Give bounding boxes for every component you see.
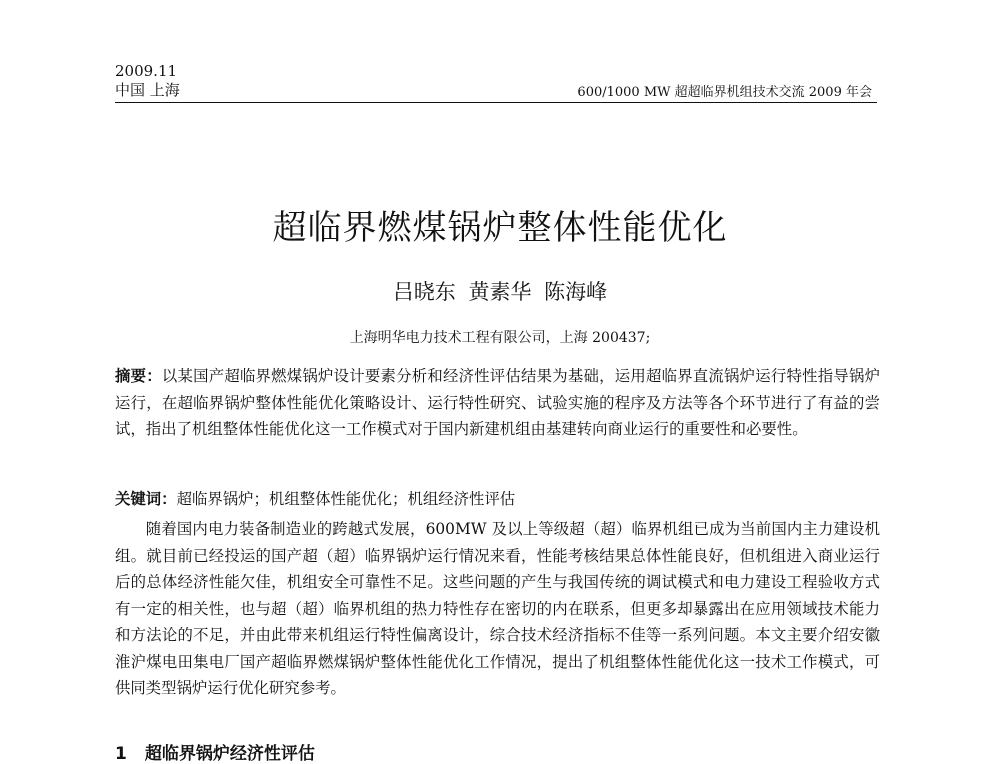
abstract-label: 摘要：	[115, 367, 162, 385]
paper-affiliation: 上海明华电力技术工程有限公司，上海 200437;	[349, 330, 651, 346]
header-left	[115, 62, 180, 100]
body-paragraph: 随着国内电力装备制造业的跨越式发展，600MW 及以上等级超（超）临界机组已成为当前国内主力建设机组。就目前已经投运的国产超（超）临界锅炉运行情况来看，性能考核结果总体性能良好，但机组进入商业运行后的总体经济性能欠佳，机组安全可靠性不足。这些问题的产生与我国传统的调试模式和电力建设工程验收方式有一定的相关性，也与超（超）临界机组的热力特性存在密切的内在联系，但更多却暴露出在应用领域技术能力和方法论的不足，并由此带来机组运行特性偏离设计，综合技术经济指标不佳等一系列问题。本文主要介绍安徽淮沪煤电田集电厂国产超临界燃煤锅炉整体性能优化工作情况，提出了机组整体性能优化这一技术工作模式，可供同类型锅炉运行优化研究参考。	[115, 520, 880, 697]
header-conference: 600/1000 MW 超超临界机组技术交流 2009 年会	[577, 85, 872, 100]
abstract-text: 以某国产超临界燃煤锅炉设计要素分析和经济性评估结果为基础，运用超临界直流锅炉运行特性指导锅炉运行，在超临界锅炉整体性能优化策略设计、运行特性研究、试验实施的程序及方法等各个环节进行了有益的尝试，指出了机组整体性能优化这一工作模式对于国内新建机组由基建转向商业运行的重要性和必要性。	[115, 367, 880, 438]
keywords-label: 关键词：	[115, 490, 177, 508]
paper-title: 超临界燃煤锅炉整体性能优化	[272, 208, 728, 248]
section-title: 超临界锅炉经济性评估	[144, 744, 315, 764]
abstract	[115, 363, 880, 443]
header-date: 2009.11	[115, 62, 178, 80]
keywords-text: 超临界锅炉；机组整体性能优化；机组经济性评估	[176, 490, 516, 508]
header-location: 中国 上海	[115, 81, 180, 99]
section-heading	[115, 739, 315, 764]
keywords	[115, 486, 880, 513]
header-rule	[115, 102, 877, 103]
section-number: 1	[115, 744, 127, 764]
paper-authors: 吕晓东 黄素华 陈海峰	[392, 280, 608, 304]
